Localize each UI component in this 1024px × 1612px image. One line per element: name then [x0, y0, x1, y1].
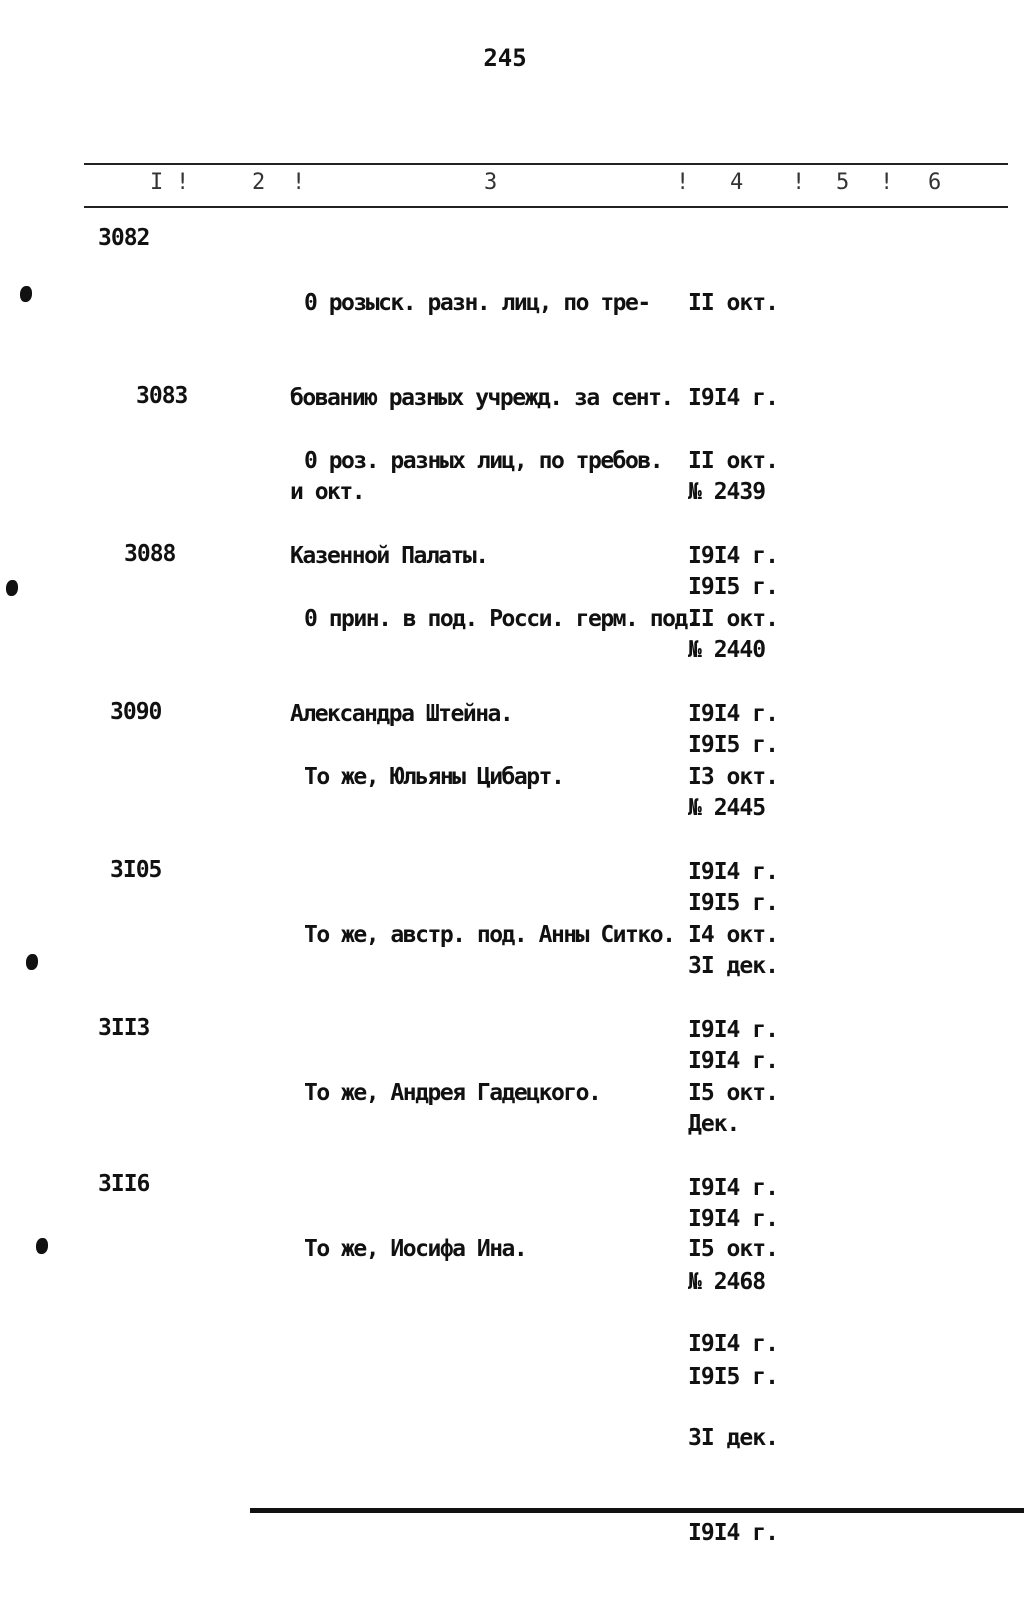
- record-date-line: I9I4 г.: [688, 858, 778, 885]
- record-date-line: I9I4 г.: [688, 1330, 778, 1357]
- record-date-line: I3 окт.: [688, 764, 778, 790]
- table-header-bottom-rule: [84, 206, 1008, 208]
- record-date-line: № 2440: [688, 637, 766, 663]
- record-date-line: I9I4 г.: [688, 1047, 778, 1074]
- record-number: 3083: [136, 383, 188, 409]
- record-title-line: То же, Юльяны Цибарт.: [304, 764, 564, 790]
- column-separator: !: [792, 170, 806, 195]
- record-title: [290, 1015, 690, 1173]
- record-date-line: № 2439: [688, 479, 766, 505]
- record-date-line: I9I5 г.: [688, 1363, 778, 1390]
- column-separator: !: [880, 170, 894, 195]
- record-date-line: I9I4 г.: [688, 700, 778, 727]
- record-date-line: I9I4 г.: [688, 542, 778, 569]
- record-number: 3090: [110, 699, 162, 725]
- record-title-line: То же, австр. под. Анны Ситко.: [304, 922, 675, 948]
- record-title-line: 0 роз. разных лиц, по требов.: [304, 448, 663, 474]
- record-title-line: Казенной Палаты.: [290, 542, 488, 569]
- record-date: [688, 1171, 778, 1612]
- column-header-4: 4: [730, 170, 744, 195]
- record-title-line: То же, Андрея Гадецкого.: [304, 1080, 601, 1106]
- punch-hole-mark: [20, 286, 32, 302]
- punch-hole-mark: [36, 1238, 48, 1254]
- record-date-line: № 2468: [688, 1269, 766, 1295]
- record-date-line: I4 окт.: [688, 922, 778, 948]
- record-date-line: 3I дек.: [688, 1425, 778, 1451]
- record-title: [290, 1171, 690, 1329]
- column-header-3: 3: [484, 170, 498, 195]
- record-date-line: Дек.: [688, 1111, 740, 1137]
- record-date-line: I9I4 г.: [688, 384, 778, 411]
- page-number: 245: [483, 44, 527, 72]
- record-date-line: I9I4 г.: [688, 1174, 778, 1201]
- table-top-rule: [84, 163, 1008, 165]
- record-title-line: Александра Штейна.: [290, 700, 513, 727]
- record-date-line: № 2445: [688, 795, 766, 821]
- column-separator: !: [176, 170, 190, 195]
- record-date-line: I9I5 г.: [688, 573, 778, 600]
- record-title-line: бованию разных учрежд. за сент.: [290, 384, 673, 411]
- column-header-row: [0, 170, 1024, 200]
- record-date-line: I9I5 г.: [688, 731, 778, 758]
- record-number: 3II3: [98, 1015, 150, 1041]
- record-date-line: II окт.: [688, 448, 778, 474]
- column-separator: !: [676, 170, 690, 195]
- record-date-line: I9I4 г.: [688, 1519, 778, 1546]
- record-number: 3II6: [98, 1171, 150, 1197]
- column-separator: !: [292, 170, 306, 195]
- record-date-line: II окт.: [688, 290, 778, 316]
- column-header-2: 2: [252, 170, 266, 195]
- record-title-line: То же, Иосифа Ина.: [304, 1236, 527, 1262]
- column-header-1: I: [150, 170, 164, 195]
- record-title-line: и окт.: [290, 479, 365, 505]
- record-date-line: I9I4 г.: [688, 1016, 778, 1043]
- record-date-line: 3I дек.: [688, 953, 778, 979]
- record-title: [290, 857, 690, 1015]
- record-date-line: I5 окт.: [688, 1236, 778, 1262]
- record-number: 3082: [98, 225, 150, 251]
- record-title-line: 0 прин. в под. Росси. герм. под.: [304, 606, 700, 632]
- record-date-line: I9I4 г.: [688, 1205, 778, 1232]
- record-number: 3I05: [110, 857, 162, 883]
- punch-hole-mark: [26, 954, 38, 970]
- record-date-line: II окт.: [688, 606, 778, 632]
- column-header-6: 6: [928, 170, 942, 195]
- record-date-line: I9I5 г.: [688, 889, 778, 916]
- record-date-line: I5 окт.: [688, 1080, 778, 1106]
- record-title-line: 0 розыск. разн. лиц, по тре-: [304, 290, 650, 316]
- bottom-page-edge: [250, 1508, 1024, 1513]
- punch-hole-mark: [6, 580, 18, 596]
- record-title: [290, 699, 690, 857]
- record-number: 3088: [124, 541, 176, 567]
- column-header-5: 5: [836, 170, 850, 195]
